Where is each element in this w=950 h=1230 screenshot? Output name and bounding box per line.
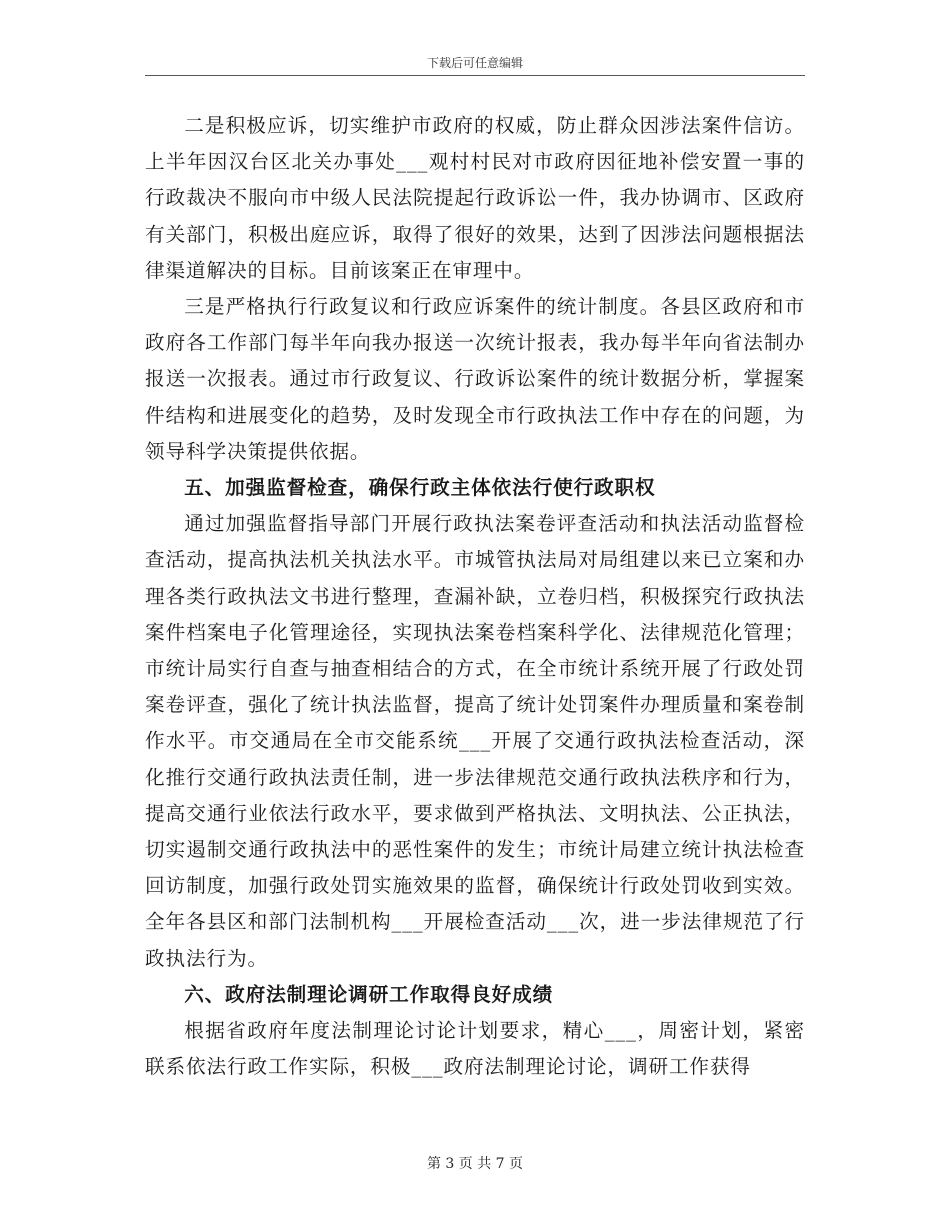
- page-header: 下载后可任意编辑: [426, 56, 523, 70]
- paragraph-statistics-system: 三是严格执行行政复议和行政应诉案件的统计制度。各县区政府和市政府各工作部门每半年向我办报送一次统计报表，我办每半年向省法制办报送一次报表。通过市行政复议、行政诉讼案件的统计数据分析，掌握案件结构和进展变化的趋势，及时发现全市行政执法工作中存在的问题，为领导科学决策提供依据。: [145, 295, 805, 463]
- paragraph-appeal-response: 二是积极应诉，切实维护市政府的权威，防止群众因涉法案件信访。上半年因汉台区北关办事处___观村村民对市政府因征地补偿安置一事的行政裁决不服向市中级人民法院提起行政诉讼一件，我办协调市、区政府有关部门，积极出庭应诉，取得了很好的效果，达到了因涉法问题根据法律渠道解决的目标。目前该案正在审理中。: [145, 114, 805, 282]
- paragraph-legal-research: 根据省政府年度法制理论讨论计划要求，精心___，周密计划，紧密联系依法行政工作实际，积极___政府法制理论讨论，调研工作获得: [145, 1019, 805, 1079]
- document-body: [145, 108, 805, 1085]
- paragraph-supervision-inspection: 通过加强监督指导部门开展行政执法案卷评查活动和执法活动监督检查活动，提高执法机关执法水平。市城管执法局对局组建以来已立案和办理各类行政执法文书进行整理，查漏补缺，立卷归档，积极探究行政执法案件档案电子化管理途径，实现执法案卷档案科学化、法律规范化管理；市统计局实行自查与抽查相结合的方式，在全市统计系统开展了行政处罚案卷评查，强化了统计执法监督，提高了统计处罚案件办理质量和案卷制作水平。市交通局在全市交能系统___开展了交通行政执法检查活动，深化推行交通行政执法责任制，进一步法律规范交通行政执法秩序和行为，提高交通行业依法行政水平，要求做到严格执法、文明执法、公正执法，切实遏制交通行政执法中的恶性案件的发生；市统计局建立统计执法检查回访制度，加强行政处罚实施效果的监督，确保统计行政处罚收到实效。全年各县区和部门法制机构___开展检查活动___次，进一步法律规范了行政执法行为。: [145, 512, 805, 970]
- section-heading-six: 六、政府法制理论调研工作取得良好成绩: [184, 982, 554, 1006]
- section-heading-five: 五、加强监督检查，确保行政主体依法行使行政职权: [184, 476, 656, 500]
- header-divider: [145, 75, 805, 76]
- page-number: 第 3 页 共 7 页: [426, 1156, 524, 1172]
